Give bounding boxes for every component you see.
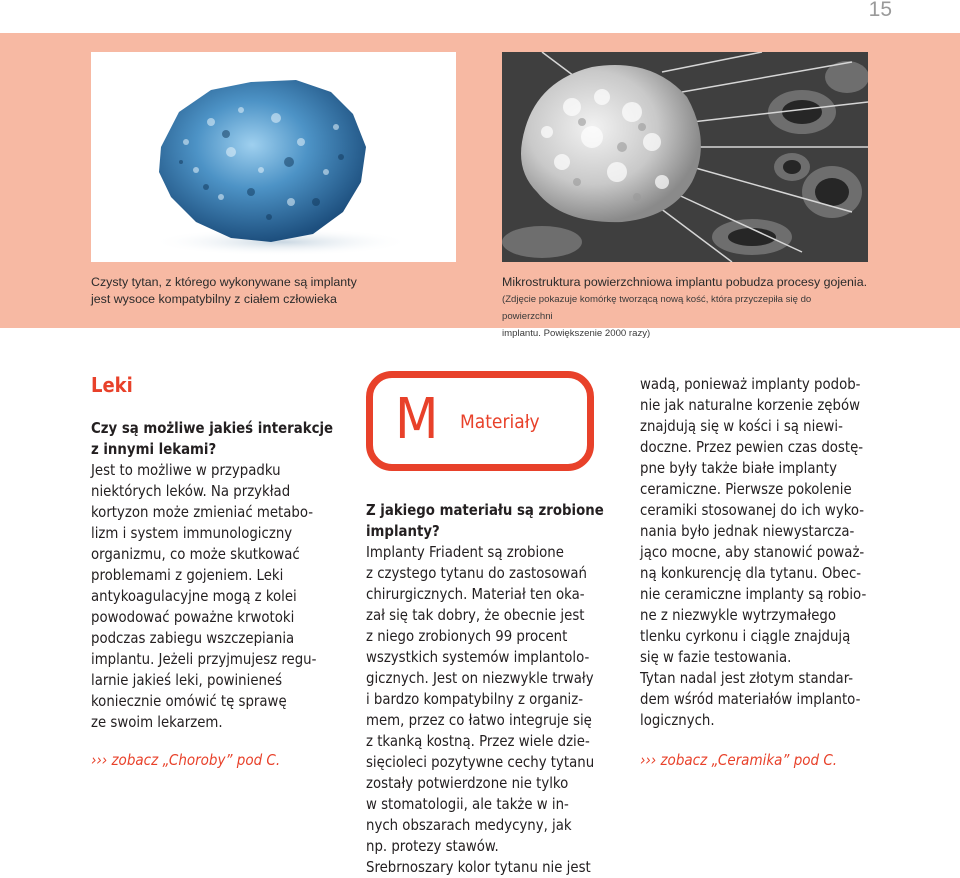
text-line: ceramiki stosowanej do ich wyko-: [640, 502, 865, 519]
micrograph-note: [502, 291, 862, 342]
text-line: Jest to możliwe w przypadku: [91, 462, 281, 479]
text-line: nych obszarach medycyny, jak: [366, 817, 572, 834]
body-text-leki: [91, 460, 341, 733]
text-line: wadą, ponieważ implanty podob-: [640, 376, 861, 393]
text-line: zał się tak dobry, że obecnie jest: [366, 607, 585, 624]
text-line: nie ceramiczne implanty są robio-: [640, 586, 867, 603]
section-letter: M: [395, 387, 439, 452]
text-line: larnie jakieś leki, powinieneś: [91, 672, 283, 689]
text-line: ne z niezwykle wytrzymałego: [640, 607, 836, 624]
question-line: Czy są możliwe jakieś interakcje: [91, 420, 334, 437]
text-line: w stomatologii, ale także w in-: [366, 796, 569, 813]
question-line: implanty?: [366, 523, 440, 540]
cell-micrograph: [502, 52, 868, 262]
text-line: tlenku cyrkonu i ciągle znajdują: [640, 628, 851, 645]
text-line: Srebrnoszary kolor tytanu nie jest: [366, 859, 591, 876]
text-line: organizmu, co może skutkować: [91, 546, 300, 563]
page-number: 15: [868, 0, 892, 21]
body-text-materialy: [366, 542, 616, 878]
text-line: kortyzon może zmieniać metabo-: [91, 504, 314, 521]
micrograph-image: [502, 52, 868, 262]
text-line: ze swoim lekarzem.: [91, 714, 223, 731]
text-line: się w fazie testowania.: [640, 649, 792, 666]
text-line: np. protezy stawów.: [366, 838, 499, 855]
text-line: ceramiczne. Pierwsze pokolenie: [640, 481, 852, 498]
section-header-materialy: [366, 371, 594, 471]
body-text-continued: [640, 374, 890, 731]
text-line: znajdują się w kości i są niewi-: [640, 418, 843, 435]
text-line: wszystkich systemów implantolo-: [366, 649, 590, 666]
text-line: problemami z gojeniem. Leki: [91, 567, 284, 584]
text-line: pne były także białe implanty: [640, 460, 838, 477]
question-line: Z jakiego materiału są zrobione: [366, 502, 604, 519]
text-line: jąco mocne, aby stanowić poważ-: [640, 544, 865, 561]
text-line: powodować poważne krwotoki: [91, 609, 295, 626]
text-line: gicznych. Jest on niezwykle trwały: [366, 670, 594, 687]
column-materialy: [366, 500, 616, 878]
question-leki: [91, 418, 341, 460]
text-line: logicznych.: [640, 712, 715, 729]
text-line: z tkanką kostną. Przez wiele dzie-: [366, 733, 590, 750]
text-line: lizm i system immunologiczny: [91, 525, 293, 542]
text-line: niektórych leków. Na przykład: [91, 483, 291, 500]
text-line: podczas zabiegu wszczepiania: [91, 630, 295, 647]
caption-line: Czysty tytan, z którego wykonywane są implanty: [91, 275, 357, 289]
text-line: z niego zrobionych 99 procent: [366, 628, 568, 645]
text-line: chirurgicznych. Materiał ten oka-: [366, 586, 585, 603]
column-leki: [91, 373, 341, 769]
titanium-image: [91, 52, 456, 262]
micrograph-caption: Mikrostruktura powierzchniowa implantu pobudza procesy gojenia.: [502, 275, 868, 289]
text-line: Implanty Friadent są zrobione: [366, 544, 564, 561]
text-line: doczne. Przez pewien czas dostę-: [640, 439, 864, 456]
caption-line: jest wysoce kompatybilny z ciałem człowieka: [91, 292, 337, 306]
note-line: implantu. Powiększenie 2000 razy): [502, 328, 651, 339]
text-line: koniecznie omówić tę sprawę: [91, 693, 287, 710]
text-line: nie jak naturalne korzenie zębów: [640, 397, 860, 414]
text-line: dem wśród materiałów implanto-: [640, 691, 861, 708]
note-line: (Zdjęcie pokazuje komórkę tworzącą nową kość, która przyczepiła się do powierzchni: [502, 294, 812, 322]
text-line: mem, przez co łatwo integruje się: [366, 712, 592, 729]
text-line: i bardzo kompatybilny z organiz-: [366, 691, 584, 708]
column-continued: [640, 374, 890, 769]
text-line: ną konkurencję dla tytanu. Obec-: [640, 565, 862, 582]
text-line: nania było jednak niewystarcza-: [640, 523, 855, 540]
text-line: implantu. Jeżeli przyjmujesz regu-: [91, 651, 317, 668]
question-line: z innymi lekami?: [91, 441, 217, 458]
question-materialy: [366, 500, 616, 542]
section-title-materialy: Materiały: [460, 411, 540, 433]
text-line: antykoagulacyjne mogą z kolei: [91, 588, 297, 605]
see-also-choroby-link[interactable]: ››› zobacz „Choroby” pod C.: [91, 751, 281, 769]
text-line: sięcioleci pozytywne cechy tytanu: [366, 754, 595, 771]
titanium-photo: [91, 52, 456, 262]
text-line: zostały potwierdzone nie tylko: [366, 775, 569, 792]
section-title-leki: Leki: [91, 373, 133, 397]
text-line: Tytan nadal jest złotym standar-: [640, 670, 854, 687]
photo-band: [0, 33, 960, 339]
text-line: z czystego tytanu do zastosowań: [366, 565, 587, 582]
see-also-ceramika-link[interactable]: ››› zobacz „Ceramika” pod C.: [640, 751, 838, 769]
titanium-caption: [91, 274, 391, 308]
